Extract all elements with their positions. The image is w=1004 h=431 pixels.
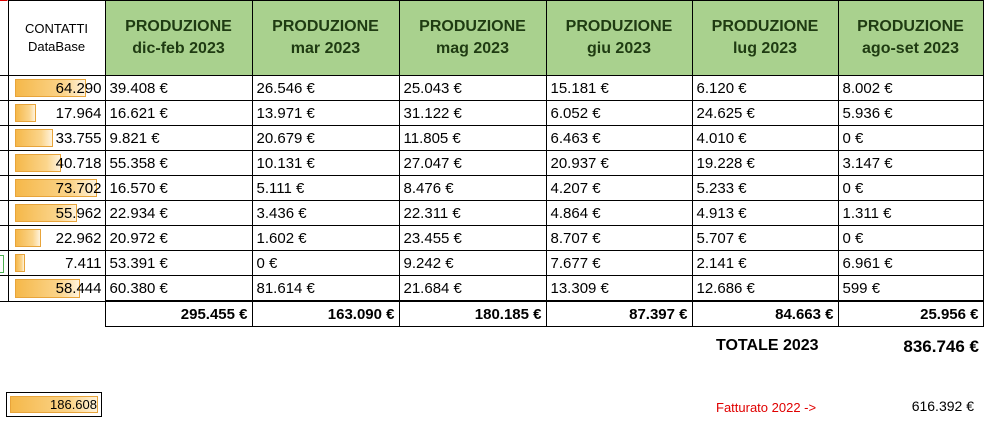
contatti-value: 73.702 (55, 179, 102, 197)
data-bar (15, 104, 36, 122)
totale-2023-value[interactable]: 836.746 € (903, 337, 979, 356)
bottom-contatti-cell[interactable] (6, 392, 102, 417)
data-bar (15, 129, 54, 147)
production-cell[interactable]: 31.122 € (399, 101, 546, 126)
fatturato-label: Fatturato 2022 -> (716, 400, 817, 415)
production-cell[interactable]: 3.436 € (252, 201, 399, 226)
production-cell[interactable]: 8.476 € (399, 176, 546, 201)
table-row (0, 276, 983, 302)
total-cell[interactable]: 87.397 € (546, 301, 692, 327)
production-cell[interactable]: 5.936 € (838, 101, 983, 126)
production-cell[interactable]: 10.131 € (252, 151, 399, 176)
production-cell[interactable]: 13.971 € (252, 101, 399, 126)
total-cell[interactable]: 295.455 € (105, 301, 252, 327)
table-row (0, 251, 983, 276)
contatti-value: 55.962 (55, 204, 102, 222)
production-cell[interactable]: 20.679 € (252, 126, 399, 151)
data-bar (15, 154, 61, 172)
production-cell[interactable]: 13.309 € (546, 276, 692, 302)
total-cell[interactable]: 180.185 € (399, 301, 546, 327)
header-col-6[interactable]: PRODUZIONE ago-set 2023 (838, 1, 983, 76)
production-cell[interactable]: 20.972 € (105, 226, 252, 251)
production-cell[interactable]: 27.047 € (399, 151, 546, 176)
totals-row (0, 301, 983, 327)
production-cell[interactable]: 25.043 € (399, 76, 546, 101)
production-cell[interactable]: 5.707 € (692, 226, 838, 251)
production-cell[interactable]: 81.614 € (252, 276, 399, 302)
header-contatti[interactable]: CONTATTI DataBase (8, 1, 105, 76)
table-row (0, 201, 983, 226)
production-cell[interactable]: 4.864 € (546, 201, 692, 226)
contatti-value: 7.411 (65, 254, 102, 272)
contatti-cell[interactable] (8, 76, 105, 101)
header-col-5[interactable]: PRODUZIONE lug 2023 (692, 1, 838, 76)
production-cell[interactable]: 0 € (252, 251, 399, 276)
production-cell[interactable]: 26.546 € (252, 76, 399, 101)
table-row (0, 151, 983, 176)
header-col-3[interactable]: PRODUZIONE mag 2023 (399, 1, 546, 76)
production-cell[interactable]: 2.141 € (692, 251, 838, 276)
contatti-cell[interactable] (8, 276, 105, 302)
contatti-cell[interactable] (8, 226, 105, 251)
production-cell[interactable]: 55.358 € (105, 151, 252, 176)
production-cell[interactable]: 5.111 € (252, 176, 399, 201)
header-col-1[interactable]: PRODUZIONE dic-feb 2023 (105, 1, 252, 76)
total-cell[interactable]: 163.090 € (252, 301, 399, 327)
production-cell[interactable]: 4.913 € (692, 201, 838, 226)
production-cell[interactable]: 24.625 € (692, 101, 838, 126)
contatti-value: 58.444 (55, 279, 102, 297)
production-cell[interactable]: 9.821 € (105, 126, 252, 151)
table-row (0, 176, 983, 201)
header-col-4[interactable]: PRODUZIONE giu 2023 (546, 1, 692, 76)
contatti-value: 33.755 (55, 129, 102, 147)
production-cell[interactable]: 20.937 € (546, 151, 692, 176)
contatti-cell[interactable] (8, 126, 105, 151)
production-cell[interactable]: 0 € (838, 176, 983, 201)
bottom-contatti-value: 186.608 (50, 397, 97, 412)
production-cell[interactable]: 21.684 € (399, 276, 546, 302)
contatti-value: 22.962 (55, 229, 102, 247)
totale-2023-label: TOTALE 2023 (716, 337, 819, 354)
header-col-2[interactable]: PRODUZIONE mar 2023 (252, 1, 399, 76)
production-cell[interactable]: 8.002 € (838, 76, 983, 101)
production-cell[interactable]: 3.147 € (838, 151, 983, 176)
contatti-cell[interactable] (8, 251, 105, 276)
contatti-value: 64.290 (55, 79, 102, 97)
fatturato-value[interactable]: 616.392 € (911, 398, 974, 414)
production-cell[interactable]: 1.602 € (252, 226, 399, 251)
production-cell[interactable]: 11.805 € (399, 126, 546, 151)
production-cell[interactable]: 0 € (838, 126, 983, 151)
production-cell[interactable]: 6.961 € (838, 251, 983, 276)
contatti-value: 17.964 (55, 104, 102, 122)
production-cell[interactable]: 4.207 € (546, 176, 692, 201)
data-bar (15, 229, 42, 247)
production-cell[interactable]: 22.311 € (399, 201, 546, 226)
header-row (0, 1, 983, 76)
production-cell[interactable]: 4.010 € (692, 126, 838, 151)
table-row (0, 126, 983, 151)
table-row (0, 226, 983, 251)
production-cell[interactable]: 0 € (838, 226, 983, 251)
production-cell[interactable]: 9.242 € (399, 251, 546, 276)
contatti-cell[interactable] (8, 101, 105, 126)
production-cell[interactable]: 5.233 € (692, 176, 838, 201)
data-bar (15, 254, 25, 272)
contatti-cell[interactable] (8, 201, 105, 226)
production-cell[interactable]: 22.934 € (105, 201, 252, 226)
production-cell[interactable]: 19.228 € (692, 151, 838, 176)
production-cell[interactable]: 12.686 € (692, 276, 838, 302)
production-cell[interactable]: 6.120 € (692, 76, 838, 101)
production-cell[interactable]: 23.455 € (399, 226, 546, 251)
total-cell[interactable]: 84.663 € (692, 301, 838, 327)
total-cell[interactable]: 25.956 € (838, 301, 983, 327)
contatti-value: 40.718 (55, 154, 102, 172)
table-row (0, 101, 983, 126)
production-cell[interactable]: 8.707 € (546, 226, 692, 251)
production-cell[interactable]: 1.311 € (838, 201, 983, 226)
contatti-cell[interactable] (8, 151, 105, 176)
production-cell[interactable]: 7.677 € (546, 251, 692, 276)
production-cell[interactable]: 16.621 € (105, 101, 252, 126)
production-cell[interactable]: 6.052 € (546, 101, 692, 126)
production-cell[interactable]: 599 € (838, 276, 983, 302)
production-cell[interactable]: 60.380 € (105, 276, 252, 302)
production-cell[interactable]: 15.181 € (546, 76, 692, 101)
table-row (0, 76, 983, 101)
production-cell[interactable]: 16.570 € (105, 176, 252, 201)
production-cell[interactable]: 53.391 € (105, 251, 252, 276)
production-cell[interactable]: 39.408 € (105, 76, 252, 101)
contatti-cell[interactable] (8, 176, 105, 201)
production-cell[interactable]: 6.463 € (546, 126, 692, 151)
